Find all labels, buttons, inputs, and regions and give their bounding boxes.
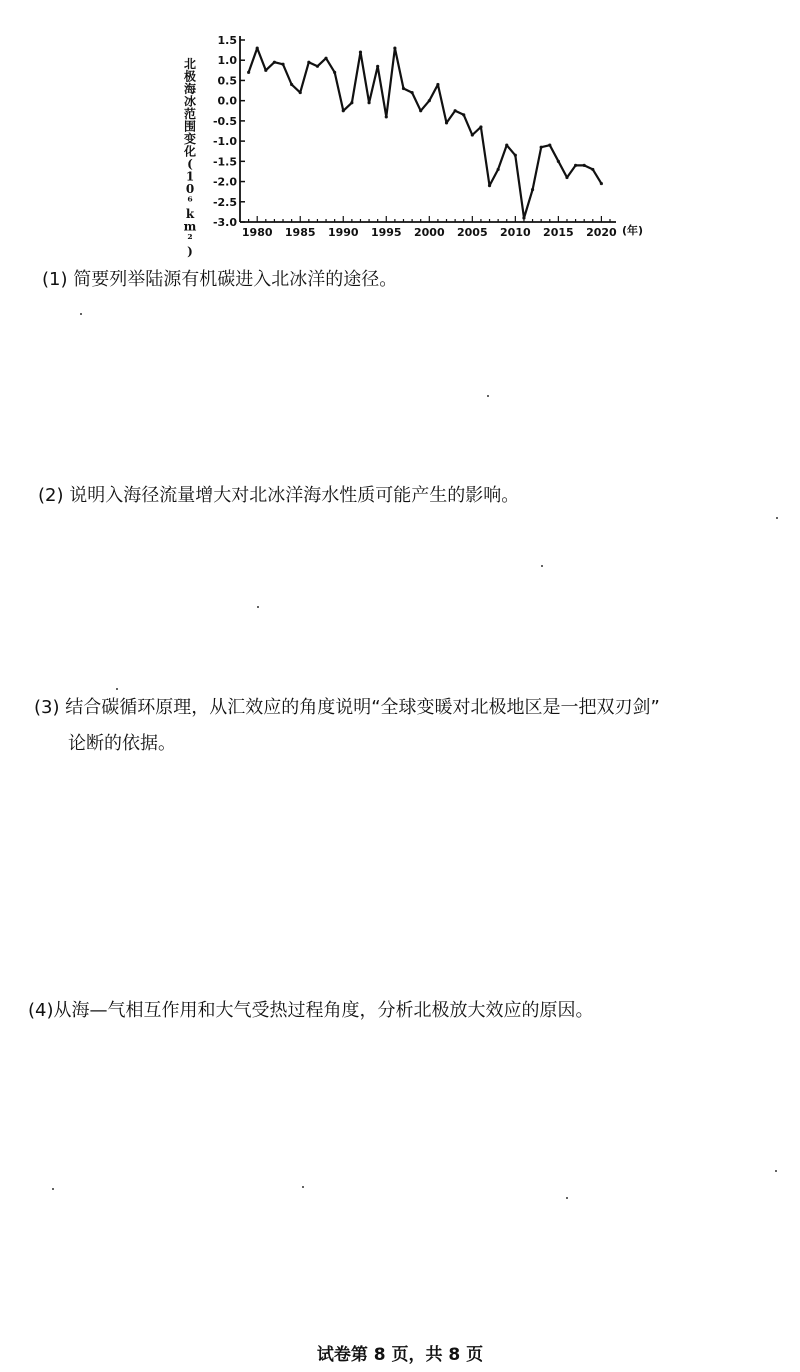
scan-speck — [257, 606, 259, 608]
y-tick-label: -1.0 — [212, 135, 237, 149]
question-4 — [28, 993, 594, 1029]
question-2 — [38, 478, 519, 514]
y-axis-title-char: ) — [187, 244, 193, 259]
question-3-text: (3) 结合碳循环原理，从汇效应的角度说明“全球变暖对北极地区是一把双刃剑” — [34, 697, 660, 718]
y-tick-label: 1.0 — [217, 54, 237, 68]
scan-speck — [775, 1170, 777, 1172]
y-axis-title-char: 范 — [183, 107, 197, 121]
scan-speck — [487, 395, 489, 397]
x-tick-label: 1995 — [370, 226, 402, 239]
y-axis-title-char: k — [185, 207, 195, 221]
data-dots — [247, 46, 603, 219]
scan-speck — [52, 1188, 54, 1190]
y-axis-title-char: ⁶ — [187, 194, 193, 209]
scan-speck — [302, 1186, 304, 1188]
question-3-text-continued: 论断的依据。 — [68, 733, 176, 754]
y-tick-label: 0.5 — [217, 74, 237, 88]
y-axis-title-char: 极 — [183, 69, 197, 84]
x-tick-label: 1990 — [327, 226, 359, 239]
y-axis-title-char: ² — [187, 232, 193, 246]
y-axis-title — [183, 57, 197, 259]
series-line — [249, 48, 602, 218]
y-axis-title-char: 北 — [183, 57, 197, 71]
y-axis-title-char: 1 — [185, 169, 195, 184]
question-2-text: (2) 说明入海径流量增大对北冰洋海水性质可能产生的影响。 — [38, 485, 520, 506]
x-tick-label: 2010 — [500, 226, 531, 239]
y-tick-label: 1.5 — [217, 34, 237, 47]
y-axis-title-char: 围 — [183, 119, 197, 134]
y-tick-label: -2.0 — [212, 175, 237, 189]
x-tick-label: 1980 — [241, 226, 273, 239]
y-axis-title-char: ( — [187, 157, 193, 171]
y-tick-label: -2.5 — [212, 195, 237, 209]
scan-speck — [541, 565, 543, 567]
page-footer: 试卷第 8 页，共 8 页 — [316, 1345, 484, 1365]
x-tick-label: 2020 — [586, 226, 617, 239]
y-tick-label: -1.5 — [212, 155, 237, 169]
question-1 — [42, 262, 397, 298]
y-tick-label: 0.0 — [217, 94, 237, 108]
y-axis-title-char: 变 — [183, 132, 197, 146]
x-tick-label: 2005 — [457, 226, 488, 239]
question-4-text: (4)从海—气相互作用和大气受热过程角度，分析北极放大效应的原因。 — [28, 1000, 594, 1021]
scan-speck — [80, 313, 82, 315]
x-tick-label: 2015 — [543, 226, 574, 239]
question-3 — [34, 690, 660, 762]
scan-speck — [116, 688, 118, 690]
y-axis-title-char: 0 — [185, 182, 195, 196]
x-tick-label: 2000 — [413, 226, 445, 239]
scan-speck — [776, 517, 778, 519]
y-axis-title-char: 冰 — [183, 94, 197, 109]
y-axis-title-char: 化 — [183, 144, 197, 159]
question-1-text: (1) 简要列举陆源有机碳进入北冰洋的途径。 — [42, 269, 398, 290]
y-axis-title-char: 海 — [183, 82, 197, 96]
scan-speck — [566, 1197, 568, 1199]
y-axis-title-char: m — [183, 219, 197, 234]
x-ticks — [240, 216, 617, 239]
y-tick-label: -3.0 — [212, 216, 237, 229]
y-tick-label: -0.5 — [212, 114, 237, 128]
x-tick-label: 1985 — [284, 226, 316, 239]
x-axis-title: (年) — [622, 224, 644, 237]
chart-svg — [178, 28, 668, 259]
sea-ice-chart — [178, 28, 668, 259]
